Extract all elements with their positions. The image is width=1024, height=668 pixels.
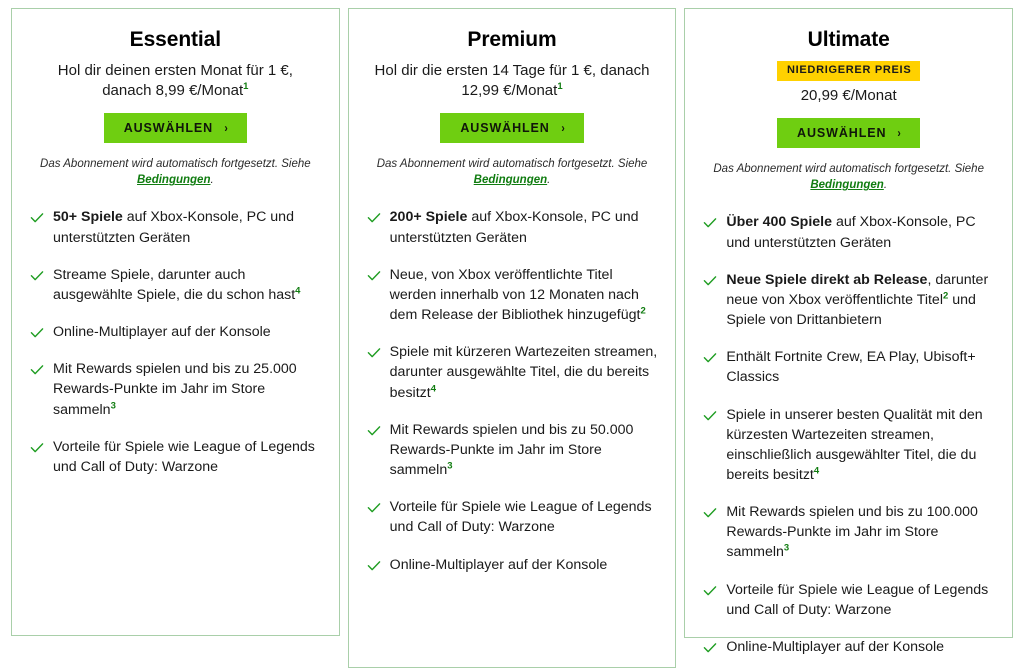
feature-highlight: 50+ Spiele xyxy=(53,209,123,226)
feature-text xyxy=(726,405,994,486)
feature-text xyxy=(726,347,994,387)
feature-item xyxy=(703,212,994,252)
feature-body: Enthält Fortnite Crew, EA Play, Ubisoft+ Classics xyxy=(726,349,976,386)
feature-body: Spiele in unserer besten Qualität mit den kürzesten Wartezeiten streamen, einschließlich ausgewählter Titel, die du bereits besitzt xyxy=(726,406,983,483)
feature-list-premium xyxy=(367,207,658,574)
check-icon xyxy=(703,506,717,520)
select-plan-label-premium: AUSWÄHLEN xyxy=(460,120,550,135)
plan-price-premium xyxy=(367,61,658,101)
feature-body: Vorteile für Spiele wie League of Legends und Call of Duty: Warzone xyxy=(53,438,315,475)
badge-row-ultimate xyxy=(703,61,994,81)
check-icon xyxy=(30,326,44,340)
feature-text xyxy=(53,437,321,477)
feature-item xyxy=(30,322,321,342)
terms-link-premium[interactable]: Bedingungen xyxy=(473,174,548,187)
cta-wrap-ultimate xyxy=(703,118,994,149)
feature-text xyxy=(53,207,321,247)
check-icon xyxy=(703,351,717,365)
feature-item xyxy=(30,265,321,305)
feature-body: Streame Spiele, darunter auch ausgewählte Spiele, die du schon hast xyxy=(53,266,296,303)
feature-body: Mit Rewards spielen und bis zu 100.000 Rewards-Punkte im Jahr im Store sammeln xyxy=(726,504,978,561)
feature-list-essential xyxy=(30,207,321,477)
feature-body: Spiele mit kürzeren Wartezeiten streamen, darunter ausgewählte Titel, die du bereits besitzt xyxy=(389,344,658,401)
check-icon xyxy=(367,424,381,438)
plan-disclaimer-text-ultimate: Das Abonnement wird automatisch fortgesetzt. Siehe xyxy=(713,163,984,176)
feature-body: auf Xbox-Konsole, PC und unterstützten Geräten xyxy=(53,209,294,246)
feature-text xyxy=(726,580,994,620)
select-plan-button-premium[interactable] xyxy=(440,113,583,144)
chevron-right-icon: › xyxy=(561,121,566,136)
check-icon xyxy=(703,274,717,288)
plan-title-premium: Premium xyxy=(467,28,557,51)
check-icon xyxy=(367,211,381,225)
check-icon xyxy=(30,269,44,283)
plan-price-ultimate xyxy=(703,86,994,106)
feature-text xyxy=(390,265,658,325)
plan-card-premium xyxy=(348,8,677,668)
feature-footnote: 3 xyxy=(110,399,116,411)
plan-disclaimer-premium xyxy=(369,156,656,188)
plan-disclaimer-ultimate xyxy=(705,161,992,193)
feature-body: Mit Rewards spielen und bis zu 25.000 Rewards-Punkte im Jahr im Store sammeln xyxy=(53,361,297,418)
feature-item xyxy=(367,207,658,247)
feature-footnote: 2 xyxy=(942,290,949,302)
feature-highlight: 200+ Spiele xyxy=(389,209,468,226)
cta-wrap-premium xyxy=(367,113,658,144)
plan-header-premium xyxy=(367,27,658,188)
check-icon xyxy=(703,584,717,598)
feature-text xyxy=(390,497,658,537)
feature-text xyxy=(726,212,994,252)
feature-footnote: 4 xyxy=(295,285,301,297)
feature-item xyxy=(367,265,658,325)
feature-body-tail: und Spiele von Drittanbietern xyxy=(726,291,976,329)
feature-text xyxy=(726,270,994,330)
feature-text xyxy=(53,359,321,419)
plan-disclaimer-essential xyxy=(32,156,319,188)
feature-item xyxy=(367,497,658,537)
plan-title-ultimate: Ultimate xyxy=(807,28,890,51)
feature-footnote: 3 xyxy=(783,542,790,554)
plan-price-essential xyxy=(30,61,321,101)
select-plan-button-ultimate[interactable] xyxy=(777,118,920,149)
plan-header-essential xyxy=(30,27,321,188)
plan-disclaimer-text-premium: Das Abonnement wird automatisch fortgesetzt. Siehe xyxy=(376,158,648,171)
feature-highlight: Über 400 Spiele xyxy=(726,214,833,231)
feature-body: , darunter neue von Xbox veröffentlichte Titel xyxy=(726,271,989,308)
feature-highlight: Neue Spiele direkt ab Release xyxy=(726,271,928,288)
chevron-right-icon: › xyxy=(897,125,902,140)
feature-footnote: 3 xyxy=(447,460,453,472)
select-plan-label-essential: AUSWÄHLEN xyxy=(123,120,214,135)
feature-item xyxy=(703,580,994,620)
feature-item xyxy=(703,405,994,486)
feature-body: Online-Multiplayer auf der Konsole xyxy=(726,638,944,655)
plan-price-intro-premium: Hol dir die ersten 14 Tage für 1 €, danach xyxy=(374,62,650,80)
feature-body: Neue, von Xbox veröffentlichte Titel werden innerhalb von 12 Monaten nach dem Release der Bibliothek hinzugefügt xyxy=(389,266,641,324)
plan-price-footnote-premium: 1 xyxy=(557,80,563,92)
feature-item xyxy=(30,359,321,419)
feature-item xyxy=(703,270,994,330)
feature-body: auf Xbox-Konsole, PC und unterstützten Geräten xyxy=(726,214,976,251)
feature-body: Vorteile für Spiele wie League of Legends und Call of Duty: Warzone xyxy=(389,499,652,536)
check-icon xyxy=(367,269,381,283)
check-icon xyxy=(367,559,381,573)
feature-text xyxy=(390,555,608,575)
plan-disclaimer-suffix-premium: . xyxy=(547,174,551,187)
check-icon xyxy=(367,346,381,360)
feature-text xyxy=(390,420,658,480)
feature-body: Mit Rewards spielen und bis zu 50.000 Rewards-Punkte im Jahr im Store sammeln xyxy=(389,421,634,479)
feature-text xyxy=(726,637,944,657)
feature-text xyxy=(53,265,321,305)
feature-footnote: 4 xyxy=(813,465,820,477)
feature-list-ultimate xyxy=(703,212,994,657)
plan-title-essential: Essential xyxy=(129,28,221,51)
feature-item xyxy=(367,555,658,575)
select-plan-label-ultimate: AUSWÄHLEN xyxy=(797,125,887,140)
feature-body: auf Xbox-Konsole, PC und unterstützten Geräten xyxy=(389,209,639,246)
feature-text xyxy=(726,502,994,562)
check-icon xyxy=(30,211,44,225)
feature-body: Online-Multiplayer auf der Konsole xyxy=(53,324,271,341)
plan-price-amount-premium: 12,99 €/Monat xyxy=(461,81,558,99)
check-icon xyxy=(30,441,44,455)
plan-disclaimer-text-essential: Das Abonnement wird automatisch fortgesetzt. Siehe xyxy=(40,158,311,171)
terms-link-essential[interactable]: Bedingungen xyxy=(137,174,211,187)
plan-disclaimer-suffix-ultimate: . xyxy=(883,179,888,192)
feature-body: Online-Multiplayer auf der Konsole xyxy=(389,556,608,573)
plan-price-footnote-essential: 1 xyxy=(243,80,249,92)
plan-price-amount-ultimate: 20,99 €/Monat xyxy=(800,86,897,104)
plan-card-essential xyxy=(11,8,340,636)
feature-item xyxy=(30,437,321,477)
check-icon xyxy=(30,363,44,377)
feature-item xyxy=(30,207,321,247)
feature-item xyxy=(703,637,994,657)
select-plan-button-essential[interactable] xyxy=(104,113,247,144)
plan-price-amount-essential: 8,99 €/Monat xyxy=(155,81,244,99)
check-icon xyxy=(703,409,717,423)
feature-footnote: 4 xyxy=(430,382,436,394)
plan-price-intro-essential: Hol dir deinen ersten Monat für 1 €, danach xyxy=(57,62,293,99)
feature-item xyxy=(703,347,994,387)
check-icon xyxy=(703,641,717,655)
plan-header-ultimate xyxy=(703,27,994,193)
feature-text xyxy=(53,322,271,342)
terms-link-ultimate[interactable]: Bedingungen xyxy=(810,179,884,192)
feature-footnote: 2 xyxy=(640,305,646,317)
cta-wrap-essential xyxy=(30,113,321,144)
plan-disclaimer-suffix-essential: . xyxy=(210,174,214,187)
feature-item xyxy=(367,342,658,402)
feature-text xyxy=(390,342,658,402)
promo-badge-ultimate: NIEDRIGERER PREIS xyxy=(777,61,920,81)
feature-text xyxy=(390,207,658,247)
chevron-right-icon: › xyxy=(224,121,229,136)
plan-card-ultimate xyxy=(684,8,1013,655)
feature-item xyxy=(703,502,994,562)
feature-body: Vorteile für Spiele wie League of Legends und Call of Duty: Warzone xyxy=(726,581,989,618)
feature-item xyxy=(367,420,658,480)
check-icon xyxy=(703,216,717,230)
check-icon xyxy=(367,501,381,515)
